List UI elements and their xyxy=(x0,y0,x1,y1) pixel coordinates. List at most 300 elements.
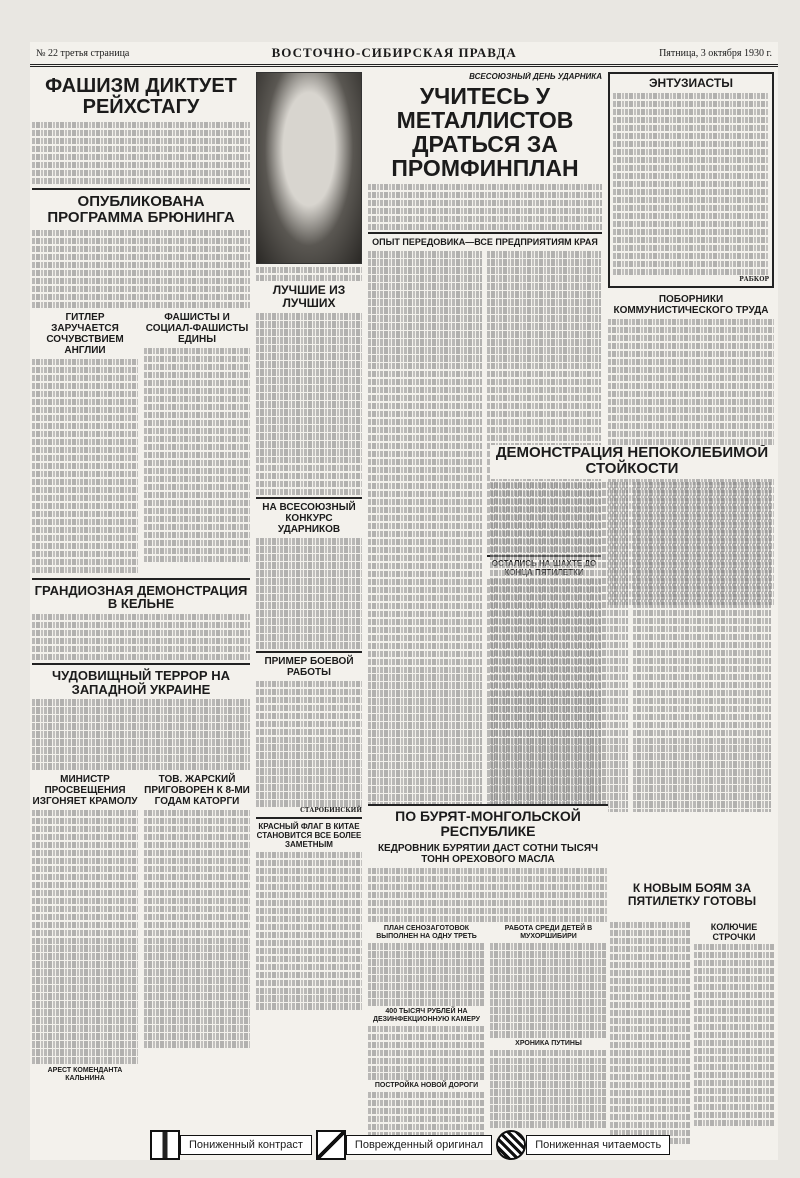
text-line xyxy=(633,777,771,783)
text-line xyxy=(144,356,250,362)
text-line xyxy=(144,500,250,506)
headline-children: РАБОТА СРЕДИ ДЕТЕЙ В МУХОРШИБИРИ xyxy=(504,925,593,941)
text-line xyxy=(633,682,771,688)
text-line xyxy=(32,922,138,928)
text-line xyxy=(610,1034,690,1040)
text-line xyxy=(368,443,482,449)
text-line xyxy=(144,906,250,912)
text-line xyxy=(368,208,602,214)
text-line xyxy=(368,491,482,497)
text-line xyxy=(368,459,482,465)
text-line xyxy=(608,407,774,413)
text-line xyxy=(256,784,362,790)
headline-demonstration: ДЕМОНСТРАЦИЯ НЕПОКОЛЕБИМОЙ СТОЙКОСТИ xyxy=(495,445,769,477)
text-line xyxy=(633,490,771,496)
text-line xyxy=(144,348,250,354)
text-line xyxy=(490,618,628,624)
text-line xyxy=(694,1064,774,1070)
text-line xyxy=(256,449,362,455)
text-line xyxy=(256,417,362,423)
text-line xyxy=(368,1050,485,1056)
text-line xyxy=(613,269,769,275)
rabkor-signature: РАБКОР xyxy=(739,275,769,283)
headline-koeln: ГРАНДИОЗНАЯ ДЕМОНСТРАЦИЯ В КЕЛЬНЕ xyxy=(34,582,248,612)
headline-kedr: КЕДРОВНИК БУРЯТИИ ДАСТ СОТНИ ТЫСЯЧ ТОНН ОРЕХОВОГО МАСЛА xyxy=(377,843,599,865)
text-line xyxy=(256,721,362,727)
text-line xyxy=(608,415,774,421)
text-line xyxy=(32,739,250,745)
text-line xyxy=(368,283,482,289)
text-line xyxy=(368,868,608,874)
headline-buryat: ПО БУРЯТ-МОНГОЛЬСКОЙ РЕСПУБЛИКЕ xyxy=(395,808,581,839)
text-line xyxy=(144,922,250,928)
text-line xyxy=(144,953,250,959)
text-line xyxy=(32,439,138,445)
text-line xyxy=(610,1002,690,1008)
text-line xyxy=(694,952,774,958)
text-line xyxy=(256,900,362,906)
text-line xyxy=(256,705,362,711)
text-line xyxy=(144,977,250,983)
text-line xyxy=(368,611,482,617)
text-line xyxy=(256,1003,362,1009)
text-line xyxy=(32,723,250,729)
text-line xyxy=(368,1092,485,1098)
battles-text xyxy=(610,922,774,1152)
text-line xyxy=(368,555,482,561)
text-line xyxy=(613,245,769,251)
text-line xyxy=(144,826,250,832)
text-line xyxy=(633,626,771,632)
text-line xyxy=(613,253,769,259)
text-line xyxy=(32,1033,138,1039)
text-line xyxy=(490,690,628,696)
text-line xyxy=(368,371,482,377)
text-line xyxy=(368,539,482,545)
text-line xyxy=(144,388,250,394)
text-line xyxy=(256,275,362,281)
text-line xyxy=(32,1049,138,1055)
text-line xyxy=(490,522,628,528)
text-line xyxy=(487,307,601,313)
text-line xyxy=(32,614,250,620)
text-line xyxy=(490,498,628,504)
text-line xyxy=(633,753,771,759)
text-line xyxy=(368,1066,485,1072)
text-line xyxy=(32,898,138,904)
article-text xyxy=(256,681,362,807)
text-line xyxy=(633,714,771,720)
text-line xyxy=(694,1088,774,1094)
article-text xyxy=(32,699,250,769)
text-line xyxy=(256,473,362,479)
text-line xyxy=(490,722,628,728)
text-line xyxy=(368,667,482,673)
text-line xyxy=(490,594,628,600)
text-line xyxy=(633,698,771,704)
text-line xyxy=(490,482,628,488)
text-line xyxy=(490,714,628,720)
text-line xyxy=(32,985,138,991)
text-line xyxy=(256,433,362,439)
text-line xyxy=(32,471,138,477)
text-line xyxy=(490,999,607,1005)
text-line xyxy=(256,321,362,327)
text-line xyxy=(490,634,628,640)
text-line xyxy=(144,364,250,370)
demonstration-block xyxy=(490,445,774,479)
text-line xyxy=(608,383,774,389)
text-line xyxy=(144,914,250,920)
text-line xyxy=(256,554,362,560)
text-line xyxy=(32,850,138,856)
quality-indicators xyxy=(150,1130,674,1160)
text-line xyxy=(490,1007,607,1013)
text-line xyxy=(633,722,771,728)
text-line xyxy=(490,769,628,775)
text-line xyxy=(633,618,771,624)
text-line xyxy=(32,630,250,636)
text-line xyxy=(368,975,485,981)
text-line xyxy=(32,906,138,912)
text-line xyxy=(32,993,138,999)
text-line xyxy=(32,646,250,652)
text-line xyxy=(256,768,362,774)
text-line xyxy=(144,444,250,450)
buryat-section xyxy=(368,804,608,1154)
text-line xyxy=(256,538,362,544)
damaged-original-icon xyxy=(316,1130,346,1160)
text-line xyxy=(368,224,602,230)
text-line xyxy=(368,635,482,641)
text-line xyxy=(490,658,628,664)
text-line xyxy=(144,938,250,944)
text-line xyxy=(490,943,607,949)
text-line xyxy=(694,1032,774,1038)
text-line xyxy=(633,554,771,560)
text-line xyxy=(633,578,771,584)
text-line xyxy=(144,540,250,546)
article-text xyxy=(32,614,250,660)
text-line xyxy=(144,532,250,538)
text-line xyxy=(368,331,482,337)
article-text xyxy=(368,868,608,922)
text-line xyxy=(633,674,771,680)
text-line xyxy=(32,1001,138,1007)
text-line xyxy=(32,1025,138,1031)
text-line xyxy=(32,254,250,260)
text-line xyxy=(32,130,250,136)
text-line xyxy=(490,1105,607,1111)
text-line xyxy=(610,1042,690,1048)
headline-zharsky: ТОВ. ЖАРСКИЙ ПРИГОВОРЕН К 8-МИ ГОДАМ КАТОРГИ xyxy=(144,773,250,807)
text-line xyxy=(368,595,482,601)
text-line xyxy=(490,1023,607,1029)
text-line xyxy=(256,267,362,273)
text-line xyxy=(368,291,482,297)
text-line xyxy=(144,961,250,967)
text-line xyxy=(144,404,250,410)
text-line xyxy=(490,1015,607,1021)
text-line xyxy=(694,1000,774,1006)
text-line xyxy=(256,752,362,758)
text-line xyxy=(487,331,601,337)
text-line xyxy=(610,1114,690,1120)
headline-best: ЛУЧШИЕ ИЗ ЛУЧШИХ xyxy=(272,283,346,311)
text-line xyxy=(613,261,769,267)
text-line xyxy=(368,682,482,688)
text-line xyxy=(256,860,362,866)
text-line xyxy=(694,1096,774,1102)
text-line xyxy=(487,323,601,329)
text-line xyxy=(368,299,482,305)
headline-social-fascists: ФАШИСТЫ И СОЦИАЛ-ФАШИСТЫ ЕДИНЫ xyxy=(145,312,249,346)
newspaper-page xyxy=(30,42,778,1160)
text-line xyxy=(613,165,769,171)
text-line xyxy=(490,666,628,672)
text-line xyxy=(490,538,628,544)
masthead xyxy=(30,42,778,67)
text-line xyxy=(368,323,482,329)
headline-road: ПОСТРОЙКА НОВОЙ ДОРОГИ xyxy=(374,1081,479,1089)
text-line xyxy=(613,213,769,219)
text-line xyxy=(32,391,138,397)
text-line xyxy=(694,968,774,974)
text-line xyxy=(256,940,362,946)
text-line xyxy=(368,603,482,609)
text-line xyxy=(490,1121,607,1127)
text-line xyxy=(368,778,482,784)
text-line xyxy=(633,546,771,552)
text-line xyxy=(487,291,601,297)
text-line xyxy=(368,619,482,625)
divider xyxy=(368,232,602,234)
divider xyxy=(32,578,250,580)
article-text xyxy=(368,251,482,874)
text-line xyxy=(490,626,628,632)
text-line xyxy=(487,275,601,281)
text-line xyxy=(32,755,250,761)
text-line xyxy=(368,275,482,281)
text-line xyxy=(490,1031,607,1037)
text-line xyxy=(256,345,362,351)
text-line xyxy=(32,543,138,549)
text-line xyxy=(144,858,250,864)
headline-champions: ПОБОРНИКИ КОММУНИСТИЧЕСКОГО ТРУДА xyxy=(613,294,769,317)
text-line xyxy=(256,892,362,898)
text-line xyxy=(610,1074,690,1080)
text-line xyxy=(256,689,362,695)
text-line xyxy=(32,246,250,252)
article-text xyxy=(32,810,138,1064)
text-line xyxy=(32,930,138,936)
text-line xyxy=(608,319,774,325)
text-line xyxy=(32,230,250,236)
text-line xyxy=(487,339,601,345)
text-line xyxy=(368,1100,485,1106)
text-line xyxy=(368,355,482,361)
text-line xyxy=(610,1106,690,1112)
text-line xyxy=(633,642,771,648)
text-line xyxy=(368,746,482,752)
text-line xyxy=(610,954,690,960)
text-line xyxy=(610,1010,690,1016)
low-readability-label: Пониженная читаемость xyxy=(526,1135,670,1155)
text-line xyxy=(487,379,601,385)
text-line xyxy=(368,659,482,665)
text-line xyxy=(633,594,771,600)
article-text xyxy=(368,943,485,1005)
text-line xyxy=(610,1082,690,1088)
text-line xyxy=(368,427,482,433)
text-line xyxy=(144,1001,250,1007)
text-line xyxy=(490,1081,607,1087)
text-line xyxy=(256,948,362,954)
text-line xyxy=(368,730,482,736)
text-line xyxy=(490,530,628,536)
text-line xyxy=(32,122,250,128)
text-line xyxy=(368,547,482,553)
text-line xyxy=(694,1080,774,1086)
text-line xyxy=(490,991,607,997)
text-line xyxy=(490,554,628,560)
text-line xyxy=(490,602,628,608)
text-line xyxy=(144,930,250,936)
text-line xyxy=(694,1056,774,1062)
text-line xyxy=(256,884,362,890)
text-line xyxy=(144,834,250,840)
text-line xyxy=(144,993,250,999)
low-contrast-icon xyxy=(150,1130,180,1160)
text-line xyxy=(32,423,138,429)
text-line xyxy=(610,1122,690,1128)
text-line xyxy=(256,876,362,882)
text-line xyxy=(368,892,608,898)
text-line xyxy=(256,546,362,552)
text-line xyxy=(32,977,138,983)
text-line xyxy=(32,731,250,737)
text-line xyxy=(256,369,362,375)
text-line xyxy=(490,578,628,584)
text-line xyxy=(490,1113,607,1119)
text-line xyxy=(368,770,482,776)
text-line xyxy=(368,722,482,728)
text-line xyxy=(490,1058,607,1064)
text-line xyxy=(633,793,771,799)
text-line xyxy=(32,447,138,453)
text-line xyxy=(256,377,362,383)
text-line xyxy=(613,141,769,147)
text-line xyxy=(487,259,601,265)
text-line xyxy=(610,1098,690,1104)
text-line xyxy=(610,1050,690,1056)
text-line xyxy=(256,980,362,986)
text-line xyxy=(144,969,250,975)
text-line xyxy=(613,117,769,123)
text-line xyxy=(613,125,769,131)
text-line xyxy=(32,945,138,951)
text-line xyxy=(608,367,774,373)
article-text xyxy=(256,538,362,648)
text-line xyxy=(256,972,362,978)
text-line xyxy=(256,329,362,335)
text-line xyxy=(694,984,774,990)
text-line xyxy=(368,259,482,265)
text-line xyxy=(613,109,769,115)
text-line xyxy=(490,490,628,496)
article-text xyxy=(490,943,607,1037)
text-line xyxy=(144,516,250,522)
text-line xyxy=(32,567,138,573)
text-line xyxy=(633,769,771,775)
text-line xyxy=(633,562,771,568)
text-line xyxy=(144,842,250,848)
signature: СТАРОБИНСКИЙ xyxy=(300,807,362,815)
text-line xyxy=(368,643,482,649)
text-line xyxy=(32,551,138,557)
text-line xyxy=(368,411,482,417)
text-line xyxy=(32,487,138,493)
text-line xyxy=(256,634,362,640)
text-line xyxy=(694,1008,774,1014)
text-line xyxy=(633,658,771,664)
enthusiasts-box xyxy=(608,72,774,288)
text-line xyxy=(144,1041,250,1047)
text-line xyxy=(144,890,250,896)
text-line xyxy=(256,964,362,970)
paper-title: ВОСТОЧНО-СИБИРСКАЯ ПРАВДА xyxy=(271,45,517,60)
text-line xyxy=(368,698,482,704)
text-line xyxy=(613,197,769,203)
text-line xyxy=(368,200,602,206)
text-line xyxy=(490,1073,607,1079)
text-line xyxy=(633,730,771,736)
text-line xyxy=(487,403,601,409)
text-line xyxy=(613,133,769,139)
text-line xyxy=(32,890,138,896)
text-line xyxy=(144,945,250,951)
text-line xyxy=(368,1026,485,1032)
text-line xyxy=(368,1108,485,1114)
text-line xyxy=(613,93,769,99)
divider xyxy=(256,817,362,819)
text-line xyxy=(368,387,482,393)
text-line xyxy=(613,237,769,243)
text-line xyxy=(608,327,774,333)
text-line xyxy=(256,908,362,914)
text-line xyxy=(32,874,138,880)
text-line xyxy=(490,730,628,736)
second-column xyxy=(256,72,362,1152)
text-line xyxy=(144,524,250,530)
text-line xyxy=(256,800,362,806)
text-line xyxy=(256,393,362,399)
text-line xyxy=(487,371,601,377)
text-line xyxy=(32,302,250,308)
article-text xyxy=(32,122,250,184)
text-line xyxy=(490,642,628,648)
text-line xyxy=(368,499,482,505)
text-line xyxy=(490,959,607,965)
text-line xyxy=(633,602,771,608)
text-line xyxy=(256,361,362,367)
text-line xyxy=(694,992,774,998)
text-line xyxy=(368,959,485,965)
headline-minister: МИНИСТР ПРОСВЕЩЕНИЯ ИЗГОНЯЕТ КРАМОЛУ xyxy=(32,773,138,807)
text-line xyxy=(32,238,250,244)
text-line xyxy=(368,435,482,441)
text-line xyxy=(490,761,628,767)
